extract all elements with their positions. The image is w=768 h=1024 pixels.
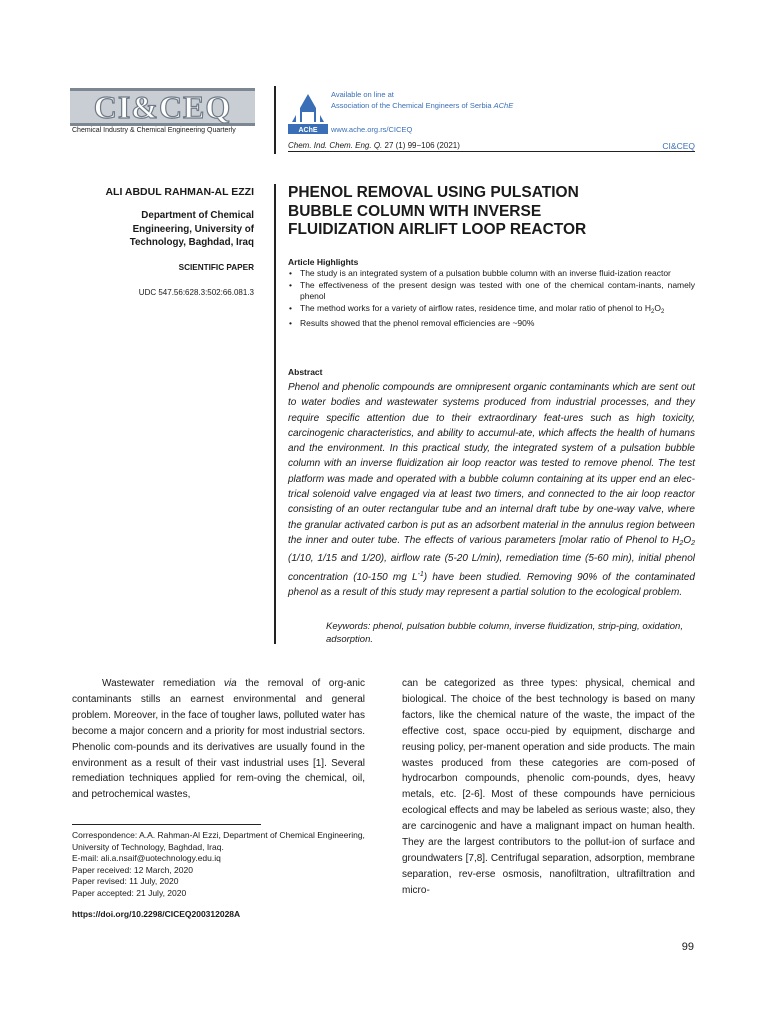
footnote-accepted: Paper accepted: 21 July, 2020 xyxy=(72,887,187,898)
journal-ref-abbrev: Chem. Ind. Chem. Eng. Q. xyxy=(288,141,383,150)
highlight-text: The study is an integrated system of a pulsation bubble column with an inverse fluid-ization reactor xyxy=(300,268,671,278)
footnote-correspondence: Correspondence: A.A. Rahman-Al Ezzi, Department of Chemical Engineering, University of Technology, Baghdad, Iraq. xyxy=(72,830,365,852)
association-abbr: AChE xyxy=(493,101,514,110)
body-text: the removal of org-anic contaminants stills an earnest environmental and general problem. Moreover, in the face of tougher laws, polluted water has become a major concern and a priority for most industrial sectors. Phenolic com-pounds and its derivatives are usually found in the environment as a result of their vast industrial uses [1]. Several remediation techniques applied for rem-oving the chemical, oil, and petrochemical wastes, xyxy=(72,678,365,801)
abstract-part: (1/10, 1/15 and 1/20), airflow rate (5-20 L/min), remediation time (5-60 min), initial phenol concentration (10-150 mg L xyxy=(288,553,695,583)
footnote-rule xyxy=(72,824,261,825)
highlight-text: The method works for a variety of airflow rates, residence time, and molar ratio of phenol to xyxy=(300,302,645,313)
highlights-heading: Article Highlights xyxy=(288,257,359,267)
highlight-text: The effectiveness of the present design was tested with one of the chemical contam-inants, namely phenol xyxy=(300,279,695,301)
paper-type: SCIENTIFIC PAPER xyxy=(178,263,254,272)
highlight-item xyxy=(288,268,695,280)
title-line: BUBBLE COLUMN WITH INVERSE xyxy=(288,202,542,220)
paper-title xyxy=(288,184,708,240)
abstract-text xyxy=(288,380,695,600)
footnote-received: Paper received: 12 March, 2020 xyxy=(72,864,193,875)
footnote-email[interactable]: E-mail: ali.a.nsaif@uotechnology.edu.iq xyxy=(72,853,221,863)
header-divider xyxy=(274,86,276,154)
body-text: Wastewater remediation xyxy=(102,678,224,689)
footnote-revised: Paper revised: 11 July, 2020 xyxy=(72,876,179,886)
highlight-item xyxy=(288,303,695,319)
association-label: Association of the Chemical Engineers of Serbia xyxy=(331,101,492,110)
footnotes xyxy=(72,830,372,899)
body-left-column xyxy=(72,676,365,803)
title-line: FLUIDIZATION AIRLIFT LOOP REACTOR xyxy=(288,221,587,238)
highlight-item xyxy=(288,280,695,303)
title-line: PHENOL REMOVAL USING PULSATION xyxy=(288,184,579,201)
affiliation-line: Department of Chemical xyxy=(141,210,254,221)
logo-subtitle: Chemical Industry & Chemical Engineering Quarterly xyxy=(72,127,236,134)
abstract-heading: Abstract xyxy=(288,367,323,377)
keywords: Keywords: phenol, pulsation bubble column, inverse fluidization, strip-ping, oxidation, adsorption. xyxy=(326,621,683,645)
affiliation xyxy=(130,209,254,250)
journal-url[interactable]: www.ache.org.rs/CICEQ xyxy=(331,125,413,134)
affiliation-line: Engineering, University of xyxy=(132,223,254,235)
column-divider xyxy=(274,184,276,644)
highlight-text: Results showed that the phenol removal efficiencies are ~90% xyxy=(300,318,535,328)
association-name xyxy=(331,101,513,110)
ciceq-logo xyxy=(70,88,255,126)
journal-ref-volume: 27 (1) 99−106 (2021) xyxy=(382,141,460,150)
journal-tag: CI&CEQ xyxy=(662,141,695,151)
highlights-list xyxy=(288,268,695,330)
journal-reference xyxy=(288,141,460,150)
ache-logo xyxy=(288,88,328,134)
ache-logo-text: AChE xyxy=(298,127,318,134)
chem-formula: $H_2O_2$ xyxy=(644,302,665,315)
body-text-italic: via xyxy=(223,678,237,689)
abstract-part: Phenol and phenolic compounds are omnipresent organic contaminants which are sent out to water bodies and wastewater systems produced from industrial processes, and they require specific attention due to their extraordinary feat-ures such as high toxicity, carcinogenic characteristics, and ability to accumul-ate, which affects the health of humans and the environment. In this practical study, the integrated system of a pulsation bubble column with an inverse fluidization air loop reactor was tested to remove phenol. The test platform was made and operated with a bubble column containing at its upper end an elec-trical solenoid valve engaged via at least two timers, and connected to the air loop reactor consisting of an outer rectangular tube and an internal draft tube by one-way valve, where the granular activated carbon is put as an adsorbent material in the annulus region between the inner and outer tube. The effects of various parameters [molar ratio of Phenol to xyxy=(288,382,695,546)
body-right-column: can be categorized as three types: physical, chemical and biological. The choice of the best technology is based on many factors, like the chemical nature of the waste, the impact of the effective cost, space occu-pied by equipment, discharge and reusing policy, per-manent operation and side products. The main wastes produced from these categories are com-posed of hydrocarbon compounds, phenolic com-pounds, dyes, heavy metals, etc. [2-6]. Most of these compounds have pernicious ecological effects and may be labeled as serious waste; also, they are carcinogenic and have a malignant impact on human health. They are the largest contributors to the pollut-ion of surface and groundwaters [7,8]. Centrifugal separation, adsorption, membrane separation, rev-erse osmosis, nanofiltration, ultrafiltration and micro- xyxy=(402,678,695,896)
available-online: Available on line at xyxy=(331,90,394,99)
chem-formula: $H_2O_2$ xyxy=(672,534,695,547)
highlight-item xyxy=(288,318,695,330)
author-name: ALI ABDUL RAHMAN-AL EZZI xyxy=(105,186,254,198)
abstract-part: ) have been studied. Removing 90% of the contaminated phenol as a result of this study may represent a partial solution to the ecological problem. xyxy=(288,571,695,598)
superscript: -1 xyxy=(417,570,424,578)
page-number: 99 xyxy=(681,941,694,953)
udc-code: UDC 547.56:628.3:502:66.081.3 xyxy=(138,288,254,297)
header-rule xyxy=(288,151,695,152)
doi-link[interactable]: https://doi.org/10.2298/CICEQ200312028A xyxy=(72,909,241,919)
logo-text: CI&CEQ xyxy=(93,89,232,125)
affiliation-line: Technology, Baghdad, Iraq xyxy=(129,237,254,248)
